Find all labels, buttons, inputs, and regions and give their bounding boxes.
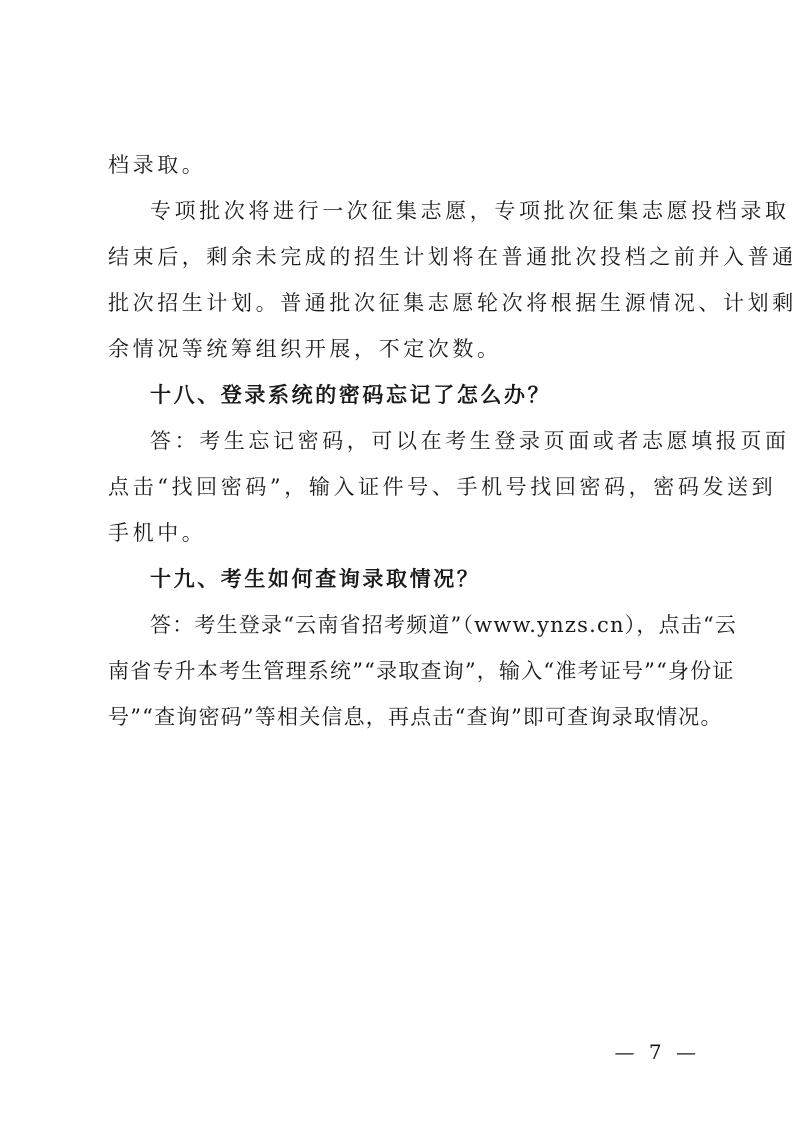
paragraph-line: 手机中。 [108, 521, 207, 545]
paragraph-line: 点击“找回密码”，输入证件号、手机号找回密码，密码发送到 [108, 475, 777, 499]
paragraph-line: 号”“查询密码”等相关信息，再点击“查询”即可查询录取情况。 [108, 705, 723, 729]
paragraph-line: 答：考生登录“云南省招考频道”（www.ynzs.cn），点击“云 [150, 613, 738, 637]
section-heading: 十九、考生如何查询录取情况？ [150, 567, 481, 591]
paragraph-line: 结束后，剩余未完成的招生计划将在普通批次投档之前并入普通 [108, 245, 797, 269]
paragraph-line: 专项批次将进行一次征集志愿，专项批次征集志愿投档录取 [150, 199, 790, 223]
paragraph-line: 答：考生忘记密码，可以在考生登录页面或者志愿填报页面 [150, 429, 790, 453]
paragraph-line: 档录取。 [108, 153, 207, 177]
section-heading: 十八、登录系统的密码忘记了怎么办？ [150, 383, 552, 407]
paragraph-line: 南省专升本考生管理系统”“录取查询”，输入“准考证号”“身份证 [108, 659, 735, 683]
paragraph-line: 批次招生计划。普通批次征集志愿轮次将根据生源情况、计划剩 [108, 291, 797, 315]
paragraph-line: 余情况等统筹组织开展，不定次数。 [108, 337, 502, 361]
page-number: — 7 — [614, 1040, 700, 1064]
